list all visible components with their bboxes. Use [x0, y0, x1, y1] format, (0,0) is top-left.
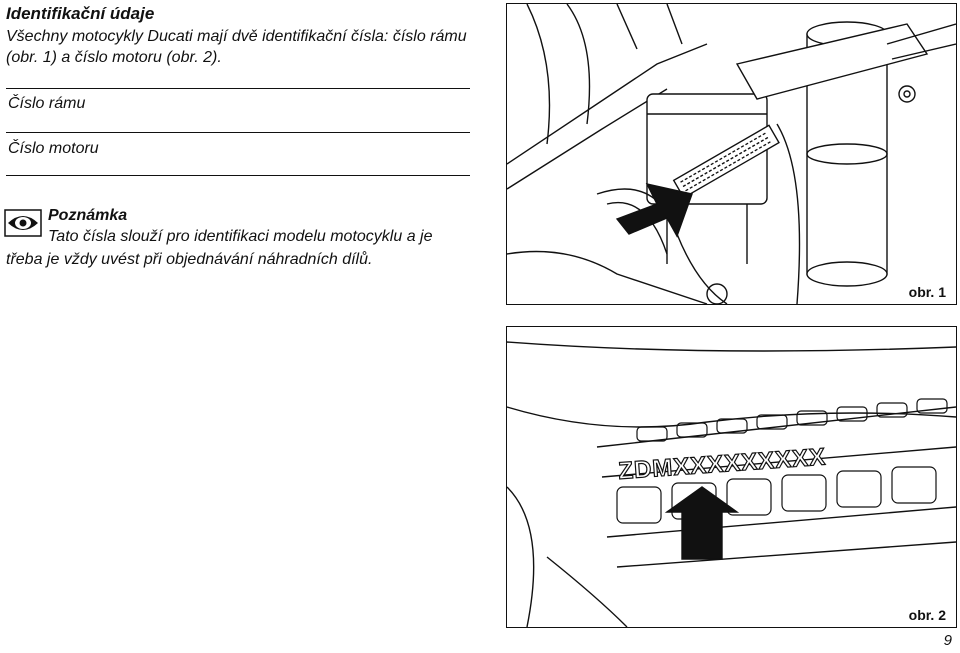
page-number: 9	[943, 632, 952, 649]
section-title: Identifikační údaje	[6, 4, 155, 23]
figure-frame-number	[506, 3, 957, 305]
engine-stamp: ZDMXXXXXXXXX	[617, 443, 827, 485]
note-text-line: Tato čísla slouží pro identifikaci modelu motocyklu a je	[48, 228, 433, 245]
divider	[6, 175, 470, 176]
engine-number-label: Číslo motoru	[8, 140, 99, 157]
divider	[6, 88, 470, 89]
note-text-line: třeba je vždy uvést při objednávání náhradních dílů.	[6, 251, 373, 268]
intro-paragraph: Všechny motocykly Ducati mají dvě identifikační čísla: číslo rámu (obr. 1) a číslo motoru (obr. 2).	[6, 28, 467, 66]
figure-caption: obr. 2	[908, 607, 946, 623]
divider	[6, 132, 470, 133]
frame-number-label: Číslo rámu	[8, 95, 86, 112]
figure-engine-number	[506, 326, 957, 628]
note-title: Poznámka	[48, 207, 128, 224]
eye-icon	[4, 209, 42, 237]
figure-caption: obr. 1	[908, 284, 946, 300]
